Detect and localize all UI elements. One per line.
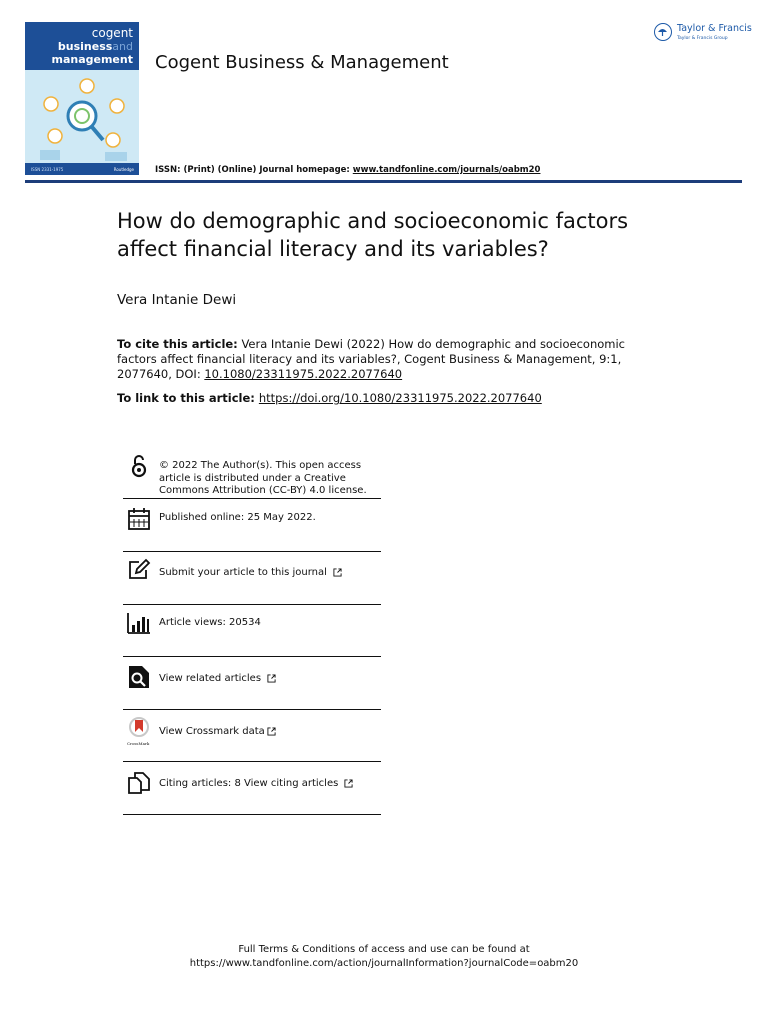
issn-homepage-line: [155, 165, 540, 175]
external-link-icon: [333, 568, 342, 577]
terms-line: Full Terms & Conditions of access and use can be found at: [238, 944, 530, 955]
edit-icon: [127, 558, 151, 582]
cover-title-line3: management: [51, 53, 133, 66]
cite-text: Vera Intanie Dewi (2022) How do demographic and socioeconomic factors affect financial literacy and its variables?, Cogent Business & Management, 9:1, 2077640, DOI:: [117, 337, 626, 381]
external-link-icon: [267, 674, 276, 683]
taylor-francis-emblem-icon: [654, 23, 672, 41]
citing-link[interactable]: Citing articles: 8 View citing articles: [159, 778, 353, 791]
article-doi-link[interactable]: https://doi.org/10.1080/23311975.2022.2077640: [258, 391, 542, 405]
taylor-francis-name: Taylor & Francis: [677, 23, 752, 34]
terms-footer: [0, 943, 768, 971]
cite-doi-link[interactable]: 10.1080/23311975.2022.2077640: [204, 367, 403, 381]
article-link-block: [117, 391, 677, 405]
related-articles-icon: [127, 665, 151, 689]
published-text: Published online: 25 May 2022.: [159, 512, 316, 523]
license-row: [123, 452, 381, 499]
calendar-icon: [127, 507, 151, 531]
crossmark-row[interactable]: [123, 710, 381, 762]
views-row: [123, 605, 381, 657]
crossmark-badge-text: CrossMark: [127, 741, 150, 746]
cover-footer: [25, 163, 139, 175]
issn-label: ISSN: (Print) (Online) Journal homepage:: [155, 165, 353, 175]
cite-label: To cite this article:: [117, 337, 238, 351]
journal-cover-image: [25, 22, 139, 175]
submit-link[interactable]: Submit your article to this journal: [159, 567, 342, 580]
related-link[interactable]: View related articles: [159, 673, 276, 686]
article-author: Vera Intanie Dewi: [117, 292, 237, 308]
citation-block: [117, 337, 657, 382]
related-row[interactable]: [123, 657, 381, 710]
article-title: How do demographic and socioeconomic factors affect financial literacy and its variables?: [117, 209, 629, 261]
taylor-francis-logo[interactable]: [654, 22, 752, 46]
cover-illustration: [25, 22, 139, 175]
cover-publisher-logo: Routledge: [113, 167, 134, 172]
published-row: [123, 499, 381, 552]
header-divider: [25, 180, 742, 183]
license-text: © 2022 The Author(s). This open access article is distributed under a Creative Commons Attribution (CC-BY) 4.0 license.: [159, 460, 367, 496]
submit-row[interactable]: [123, 552, 381, 605]
citing-articles-icon: [127, 770, 151, 794]
crossmark-link[interactable]: View Crossmark data: [159, 726, 276, 739]
cover-title-line1: cogent: [91, 26, 133, 40]
link-label: To link to this article:: [117, 391, 255, 405]
crossmark-icon: [127, 717, 151, 741]
journal-name: Cogent Business & Management: [155, 52, 449, 73]
taylor-francis-group: Taylor & Francis Group: [677, 36, 728, 41]
journal-homepage-link[interactable]: www.tandfonline.com/journals/oabm20: [352, 165, 541, 175]
external-link-icon: [267, 727, 276, 736]
citing-row[interactable]: [123, 762, 381, 815]
bar-chart-icon: [127, 611, 151, 635]
open-access-icon: [127, 454, 151, 478]
cover-title-line2: businessand: [57, 40, 133, 53]
external-link-icon: [344, 779, 353, 788]
cover-issn: ISSN 2331-1975: [31, 167, 64, 172]
terms-url-link[interactable]: https://www.tandfonline.com/action/journalInformation?journalCode=oabm20: [189, 958, 579, 969]
views-text: Article views: 20534: [159, 617, 261, 628]
